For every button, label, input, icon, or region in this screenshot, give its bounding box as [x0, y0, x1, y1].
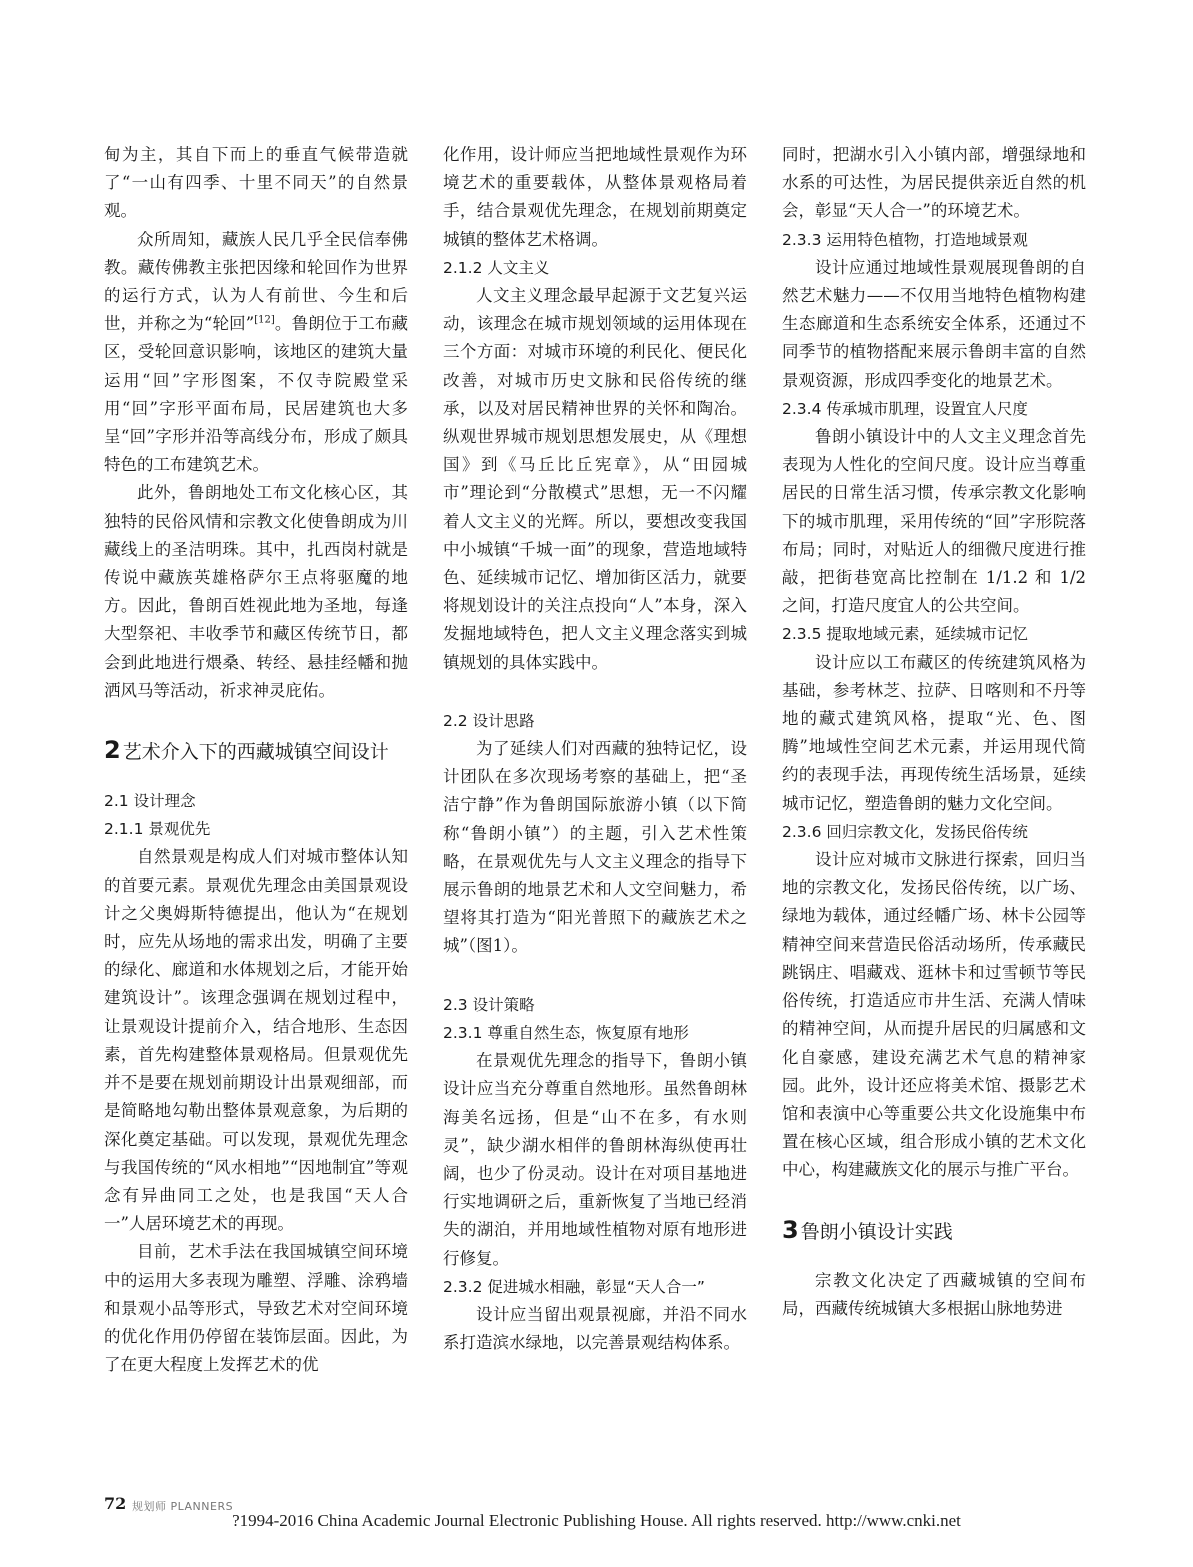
paragraph-text: 。鲁朗位于工布藏区，受轮回意识影响，该地区的建筑大量运用“回”字形图案，不仅寺院殿堂采用“回”字形平面布局，民居建筑也大多呈“回”字形并沿等高线分布，形成了颇具特色的工布建筑艺术。	[104, 314, 409, 475]
paragraph: 设计应通过地域性景观展现鲁朗的自然艺术魅力——不仅用当地特色植物构建生态廊道和生态系统安全体系，还通过不同季节的植物搭配来展示鲁朗丰富的自然景观资源，形成四季变化的地景艺术。	[782, 257, 1086, 390]
paragraph: 宗教文化决定了西藏城镇的空间布局，西藏传统城镇大多根据山脉地势进	[782, 1270, 1086, 1318]
paragraph: 设计应以工布藏区的传统建筑风格为基础，参考林芝、拉萨、日喀则和不丹等地的藏式建筑风格，提取“光、色、图腾”地域性空间艺术元素，并运用现代简约的表现手法，再现传统生活场景，延续城市记忆，塑造鲁朗的魅力文化空间。	[782, 652, 1086, 813]
spacer	[443, 677, 747, 707]
spacer	[443, 961, 747, 991]
column-left	[104, 141, 408, 1379]
subsection-heading: 2.1 设计理念	[104, 792, 196, 811]
subsection-heading: 2.2 设计思路	[443, 711, 535, 730]
paragraph: 设计应对城市文脉进行探索，回归当地的宗教文化，发扬民俗传统，以广场、绿地为载体，通过经幡广场、林卡公园等精神空间来营造民俗活动场所，传承藏民跳锅庄、唱藏戏、逛林卡和过雪顿节等民俗传统，打造适应市井生活、充满人情味的精神空间，从而提升居民的归属感和文化自豪感，建设充满艺术气息的精神家园。此外，设计还应将美术馆、摄影艺术馆和表演中心等重要公共文化设施集中布置在核心区域，组合形成小镇的艺术文化中心，构建藏族文化的展示与推广平台。	[782, 850, 1086, 1180]
subsubsection-heading: 2.3.5 提取地域元素，延续城市记忆	[782, 625, 1028, 644]
subsubsection-heading: 2.1.1 景观优先	[104, 820, 211, 839]
section-title: 鲁朗小镇设计实践	[800, 1220, 953, 1243]
subsubsection-heading: 2.3.6 回归宗教文化，发扬民俗传统	[782, 822, 1028, 841]
spacer	[782, 1185, 1086, 1215]
column-right	[782, 141, 1086, 1323]
subsubsection-heading: 2.3.2 促进城水相融，彰显“天人合一”	[443, 1277, 705, 1296]
paragraph: 化作用，设计师应当把地域性景观作为环境艺术的重要载体，从整体景观格局着手，结合景观优先理念，在规划前期奠定城镇的整体艺术格调。	[443, 145, 747, 249]
subsubsection-heading: 2.3.3 运用特色植物，打造地域景观	[782, 230, 1028, 249]
paragraph	[104, 226, 408, 480]
paragraph: 此外，鲁朗地处工布文化核心区，其独特的民俗风情和宗教文化使鲁朗成为川藏线上的圣洁明珠。其中，扎西岗村就是传说中藏族英雄格萨尔王点将驱魔的地方。因此，鲁朗百姓视此地为圣地，每逢大型祭祀、丰收季节和藏区传统节日，都会到此地进行煨桑、转经、悬挂经幡和抛洒风马等活动，祈求神灵庇佑。	[104, 483, 408, 700]
paragraph: 为了延续人们对西藏的独特记忆，设计团队在多次现场考察的基础上，把“圣洁宁静”作为鲁朗国际旅游小镇（以下简称“鲁朗小镇”）的主题，引入艺术性策略，在景观优先与人文主义理念的指导下展示鲁朗的地景艺术和人文空间魅力，希望将其打造为“阳光普照下的藏族艺术之城”（图1）。	[443, 739, 747, 956]
paragraph-text: 众所周知，藏族人民几乎全民信奉佛教。藏传佛教主张把因缘和轮回作为世界的运行方式，认为人有前世、今生和后世，并称之为“轮回”	[104, 229, 408, 334]
section-number: 3	[782, 1215, 799, 1244]
column-middle	[443, 141, 747, 1357]
citation-ref: [12]	[254, 314, 275, 326]
journal-name: 规划师 PLANNERS	[132, 1500, 234, 1513]
paragraph: 甸为主，其自下而上的垂直气候带造就了“一山有四季、十里不同天”的自然景观。	[104, 145, 408, 221]
spacer	[104, 767, 408, 787]
section-title: 艺术介入下的西藏城镇空间设计	[122, 741, 389, 764]
paragraph: 同时，把湖水引入小镇内部，增强绿地和水系的可达性，为居民提供亲近自然的机会，彰显“天人合一”的环境艺术。	[782, 145, 1086, 221]
subsection-heading: 2.3 设计策略	[443, 995, 535, 1014]
paragraph: 鲁朗小镇设计中的人文主义理念首先表现为人性化的空间尺度。设计应当尊重居民的日常生活习惯，传承宗教文化影响下的城市肌理，采用传统的“回”字形院落布局；同时，对贴近人的细微尺度进行推敲，把街巷宽高比控制在 1/1.2 和 1/2 之间，打造尺度宜人的公共空间。	[782, 427, 1086, 616]
section-heading	[104, 735, 408, 767]
paragraph: 人文主义理念最早起源于文艺复兴运动，该理念在城市规划领域的运用体现在三个方面：对城市环境的利民化、便民化改善，对城市历史文脉和民俗传统的继承，以及对居民精神世界的关怀和陶冶。纵观世界城市规划思想发展史，从《理想国》到《马丘比丘宪章》，从“田园城市”理论到“分散模式”思想，无一不闪耀着人文主义的光辉。所以，要想改变我国中小城镇“千城一面”的现象，营造地域特色、延续城市记忆、增加街区活力，就要将规划设计的关注点投向“人”本身，深入发掘地域特色，把人文主义理念落实到城镇规划的具体实践中。	[443, 286, 747, 672]
paragraph: 在景观优先理念的指导下，鲁朗小镇设计应当充分尊重自然地形。虽然鲁朗林海美名远扬，但是“山不在多，有水则灵”，缺少湖水相伴的鲁朗林海纵使再壮阔，也少了份灵动。设计在对项目基地进行实地调研之后，重新恢复了当地已经消失的湖泊，并用地域性植物对原有地形进行修复。	[443, 1051, 747, 1268]
section-heading	[782, 1215, 1086, 1247]
subsubsection-heading: 2.3.4 传承城市肌理，设置宜人尺度	[782, 399, 1028, 418]
paragraph: 目前，艺术手法在我国城镇空间环境中的运用大多表现为雕塑、浮雕、涂鸦墙和景观小品等形式，导致艺术对空间环境的优化作用仍停留在装饰层面。因此，为了在更大程度上发挥艺术的优	[104, 1242, 408, 1375]
page-number: 72	[104, 1494, 127, 1513]
spacer	[782, 1247, 1086, 1267]
subsubsection-heading: 2.1.2 人文主义	[443, 258, 550, 277]
paragraph: 自然景观是构成人们对城市整体认知的首要元素。景观优先理念由美国景观设计之父奥姆斯特德提出，他认为“在规划时，应先从场地的需求出发，明确了主要的绿化、廊道和水体规划之后，才能开始建筑设计”。该理念强调在规划过程中，让景观设计提前介入，结合地形、生态因素，首先构建整体景观格局。但景观优先并不是要在规划前期设计出景观细部，而是简略地勾勒出整体景观意象，为后期的深化奠定基础。可以发现，景观优先理念与我国传统的“风水相地”“因地制宜”等观念有异曲同工之处，也是我国“天人合一”人居环境艺术的再现。	[104, 847, 408, 1234]
paragraph: 设计应当留出观景视廊，并沿不同水系打造滨水绿地，以完善景观结构体系。	[443, 1304, 747, 1353]
spacer	[104, 705, 408, 735]
copyright-line: ?1994-2016 China Academic Journal Electronic Publishing House. All rights reserved. http://www.cnki.net	[232, 1511, 961, 1530]
section-number: 2	[104, 736, 121, 765]
subsubsection-heading: 2.3.1 尊重自然生态，恢复原有地形	[443, 1023, 689, 1042]
